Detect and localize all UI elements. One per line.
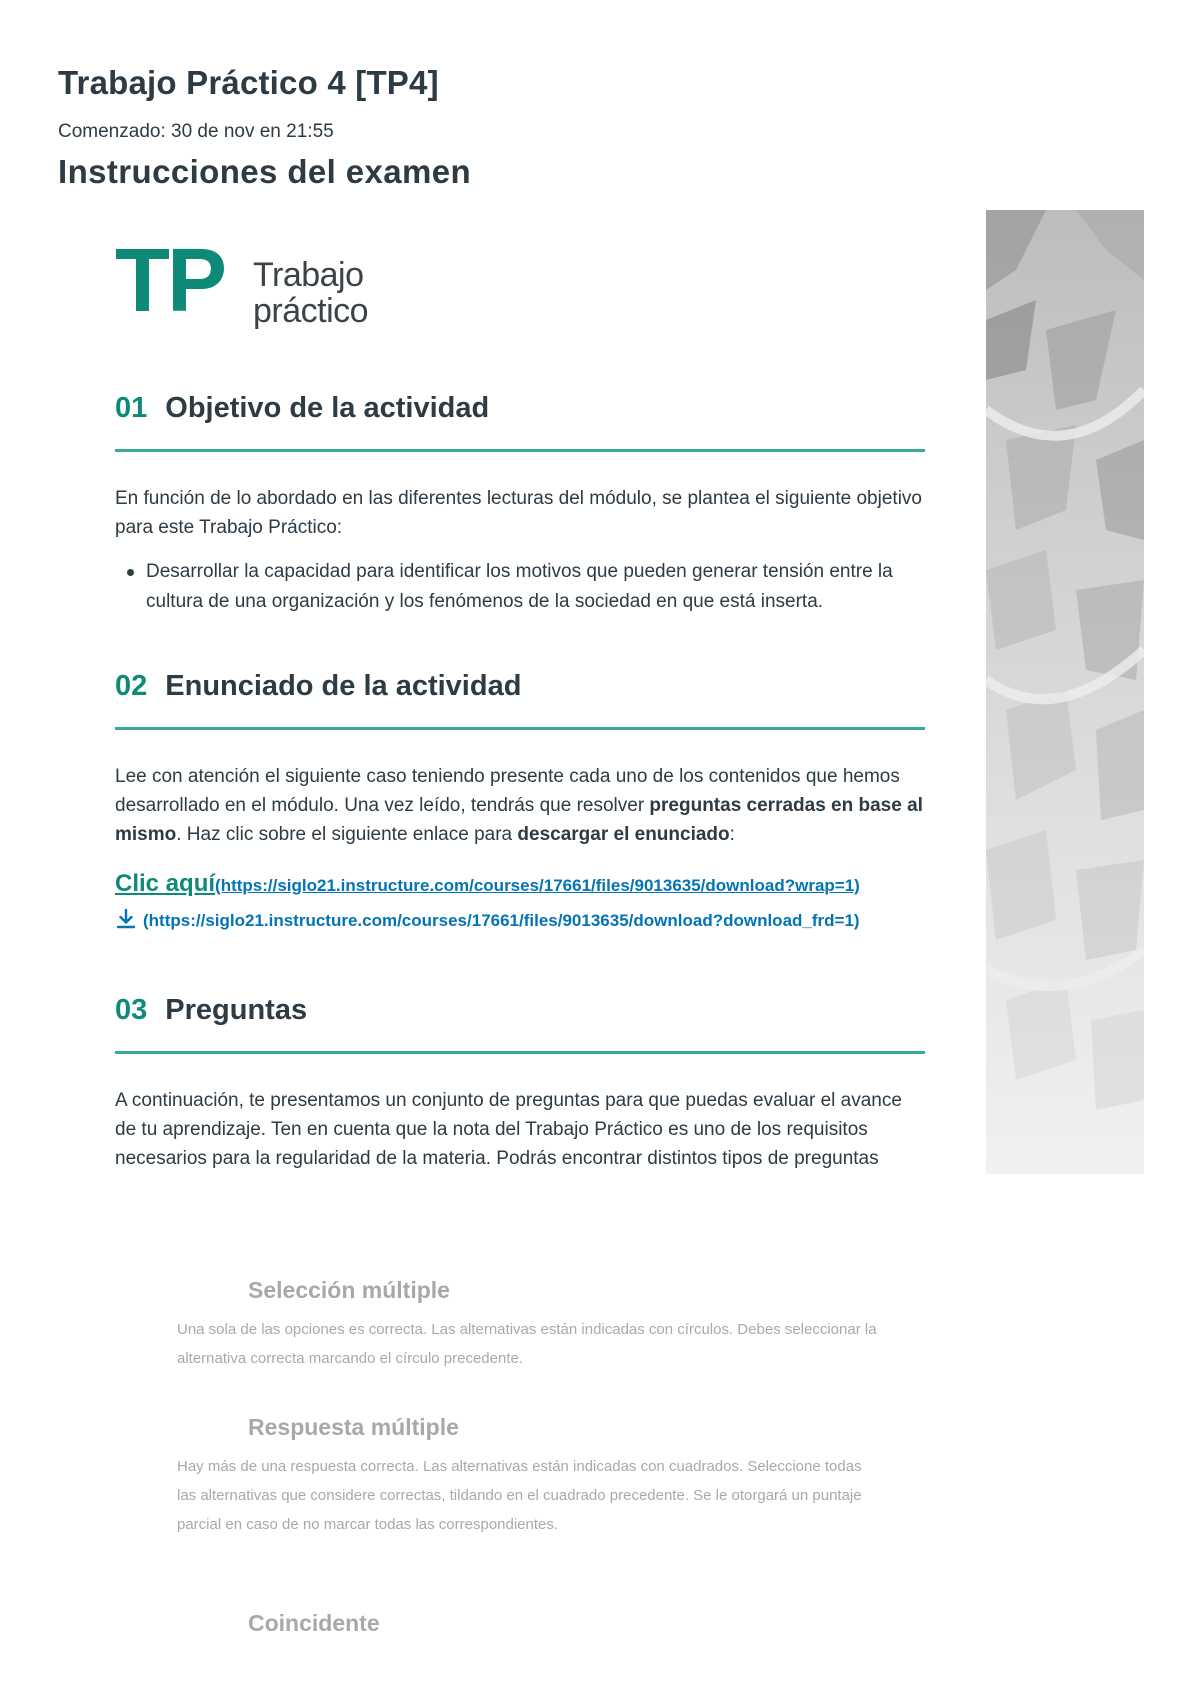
section-heading	[115, 994, 307, 1034]
question-type-seleccion-multiple	[115, 1277, 925, 1377]
section-divider	[115, 727, 925, 730]
download-link-row	[115, 870, 860, 898]
instructions-title: Instrucciones del examen	[58, 153, 472, 190]
file-url-link[interactable]: (https://siglo21.instructure.com/courses/17661/files/9013635/download?wrap=1)	[215, 876, 860, 895]
section-heading	[115, 670, 521, 710]
section-divider	[115, 449, 925, 452]
download-url-link[interactable]: (https://siglo21.instructure.com/courses/17661/files/9013635/download?download_frd=1)	[143, 911, 860, 930]
tp-logo	[115, 231, 405, 340]
paragraph-text: . Haz clic sobre el siguiente enlace para	[176, 824, 518, 845]
question-type-respuesta-multiple	[115, 1414, 925, 1574]
question-type-description: Una sola de las opciones es correcta. Las alternativas están indicadas con círculos. Debes seleccionar la alternativa correcta marcando el círculo precedente.	[177, 1321, 877, 1367]
question-type-title: Selección múltiple	[248, 1277, 450, 1303]
section-title: Enunciado de la actividad	[165, 670, 522, 702]
paragraph-text: Lee con atención el siguiente caso teniendo presente cada uno de los contenidos que hemos desarrollado en el módulo. Una vez leído, tendrás que resolver	[115, 766, 900, 816]
tp-logo-word-1: Trabajo	[253, 256, 364, 294]
section-preguntas	[115, 994, 925, 1214]
section-title: Preguntas	[165, 994, 308, 1026]
section-divider	[115, 1051, 925, 1054]
started-timestamp: Comenzado: 30 de nov en 21:55	[58, 121, 334, 142]
clic-aqui-link[interactable]: Clic aquí	[115, 870, 216, 897]
section-number: 02	[115, 670, 148, 702]
list-item	[115, 557, 925, 617]
paragraph-bold-text: preguntas cerradas en base al mismo	[115, 795, 923, 845]
download-icon[interactable]	[115, 908, 137, 935]
section-paragraph: En función de lo abordado en las diferentes lecturas del módulo, se plantea el siguiente objetivo para este Trabajo Práctico:	[115, 488, 922, 538]
section-paragraph: A continuación, te presentamos un conjunto de preguntas para que puedas evaluar el avance de tu aprendizaje. Ten en cuenta que la nota del Trabajo Práctico es uno de los requisitos necesarios para la regularidad de la materia. Podrás encontrar distintos tipos de preguntas	[115, 1090, 902, 1169]
section-number: 03	[115, 994, 148, 1026]
section-objetivo	[115, 392, 925, 622]
bullet-icon	[127, 569, 134, 576]
section-title: Objetivo de la actividad	[165, 392, 490, 424]
section-number: 01	[115, 392, 148, 424]
question-type-title: Coincidente	[248, 1610, 380, 1636]
question-type-title: Respuesta múltiple	[248, 1414, 459, 1440]
objectives-list	[115, 557, 925, 617]
paragraph-bold-text: descargar el enunciado	[517, 824, 730, 845]
tp-logo-word-2: práctico	[253, 292, 369, 330]
section-paragraph	[115, 762, 925, 849]
paragraph-text: :	[729, 824, 735, 845]
download-url-row	[115, 908, 860, 935]
list-item-text: Desarrollar la capacidad para identificar los motivos que pueden generar tensión entre la cultura de una organización y los fenómenos de la sociedad en que está inserta.	[146, 561, 893, 612]
question-type-coincidente	[115, 1610, 925, 1650]
page-title: Trabajo Práctico 4 [TP4]	[58, 64, 439, 101]
section-heading	[115, 392, 489, 432]
decorative-architecture-image	[986, 210, 1144, 1174]
section-enunciado	[115, 670, 925, 940]
question-type-description: Hay más de una respuesta correcta. Las alternativas están indicadas con cuadrados. Seleccione todas las alternativas que considere correctas, tildando en el cuadrado precedente. Se le otorgará un puntaje parcial en caso de no marcar todas las correspondientes.	[177, 1458, 862, 1533]
tp-logo-mark: TP	[115, 231, 225, 331]
